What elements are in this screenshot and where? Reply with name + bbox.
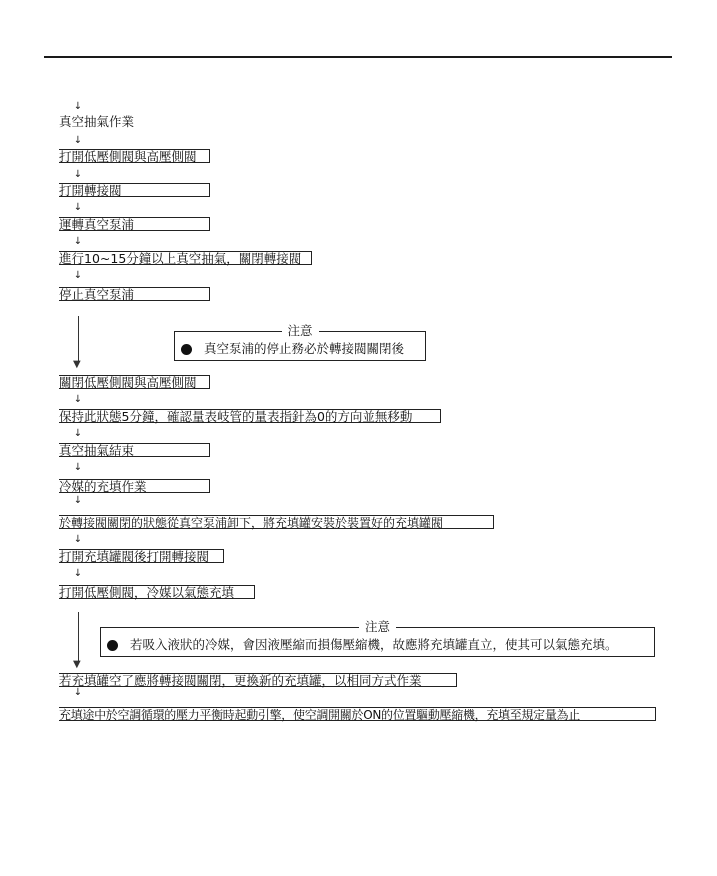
- note-title: 注意: [282, 323, 319, 339]
- caution-note: [174, 323, 426, 361]
- flow-step: 關閉低壓側閥與高壓側閥: [59, 375, 210, 389]
- flow-step: 運轉真空泵浦: [59, 217, 210, 231]
- flow-step: 打開充填罐閥後打開轉接閥: [59, 549, 224, 563]
- flow-step: 保持此狀態5分鐘，確認量表岐管的量表指針為0的方向並無移動: [59, 409, 441, 423]
- flow-arrow: ↓: [73, 135, 83, 146]
- bullet-icon: [181, 344, 192, 355]
- flow-arrow: ↓: [73, 462, 83, 473]
- flow-step: 進行10~15分鐘以上真空抽氣，關閉轉接閥: [59, 251, 312, 265]
- long-arrowhead: ▼: [73, 659, 81, 670]
- bullet-icon: [107, 640, 118, 651]
- flow-step: 真空抽氣結束: [59, 443, 210, 457]
- flow-step: 打開低壓側閥，冷媒以氣態充填: [59, 585, 255, 599]
- flow-step: 停止真空泵浦: [59, 287, 210, 301]
- flow-step: 冷媒的充填作業: [59, 479, 210, 493]
- flow-arrow: ↓: [73, 534, 83, 545]
- flow-arrow: ↓: [73, 202, 83, 213]
- flow-arrow: ↓: [73, 568, 83, 579]
- flow-arrow: ↓: [73, 270, 83, 281]
- flow-step: 充填途中於空調循環的壓力平衡時起動引擎，使空調開關於ON的位置驅動壓縮機，充填至規定量為止: [59, 707, 656, 721]
- long-arrowhead: ▼: [73, 359, 81, 370]
- long-arrow-line: [78, 316, 79, 364]
- flow-arrow: ↓: [73, 394, 83, 405]
- flow-step: 打開低壓側閥與高壓側閥: [59, 149, 210, 163]
- note-text: 真空泵浦的停止務必於轉接閥關閉後: [204, 341, 405, 356]
- flow-arrow: ↓: [73, 495, 83, 506]
- long-arrow-line: [78, 612, 79, 664]
- caution-note: [100, 619, 655, 657]
- note-text: 若吸入液狀的冷媒，會因液壓縮而損傷壓縮機，故應將充填罐直立，使其可以氣態充填。: [130, 637, 618, 652]
- flow-step: 於轉接閥關閉的狀態從真空泵浦卸下，將充填罐安裝於裝置好的充填罐閥: [59, 515, 494, 529]
- flow-step-title: 真空抽氣作業: [59, 114, 135, 129]
- flow-arrow: ↓: [73, 236, 83, 247]
- flow-arrow: ↓: [73, 428, 83, 439]
- header-rule: [44, 56, 672, 58]
- flow-arrow: ↓: [73, 687, 83, 698]
- flow-arrow: ↓: [73, 169, 83, 180]
- flow-step: 若充填罐空了應將轉接閥關閉，更換新的充填罐，以相同方式作業: [59, 673, 457, 687]
- flow-step: 打開轉接閥: [59, 183, 210, 197]
- flow-arrow: ↓: [73, 101, 83, 112]
- note-title: 注意: [359, 619, 396, 635]
